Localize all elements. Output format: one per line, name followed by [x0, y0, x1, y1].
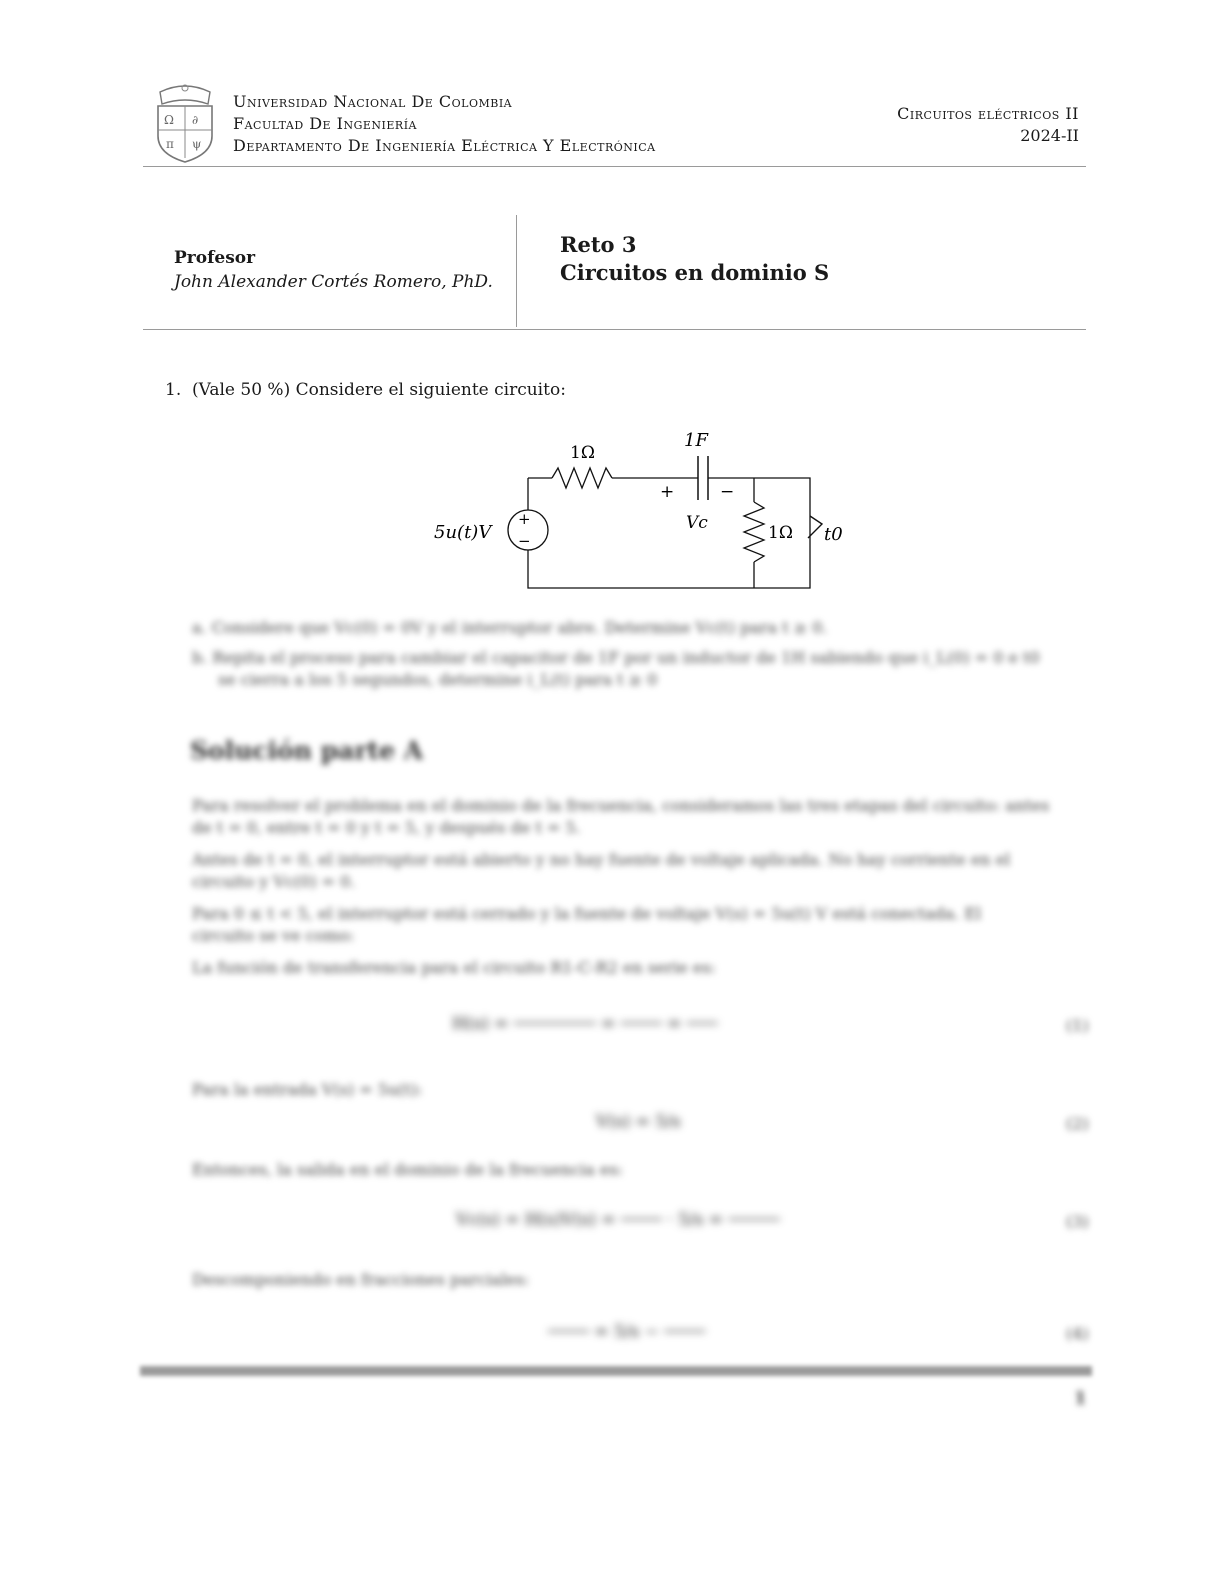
capacitor-plus: +	[660, 482, 675, 502]
switch-label: t0	[824, 524, 843, 545]
paragraph-6: Entonces, la salida en el dominio de la frecuencia es:	[192, 1160, 623, 1179]
equation-3: Vc(s) = H(s)V(s) = ──── · 5/s = ─────	[456, 1210, 780, 1230]
paragraph-1: Para resolver el problema en el dominio de la frecuencia, consideramos las tres etapas del circuito: antes	[192, 796, 1050, 815]
equation-4-number: (4)	[1066, 1324, 1089, 1343]
circuit-diagram	[420, 420, 860, 600]
problem-number: 1.	[165, 380, 182, 400]
paragraph-3-continued: circuito se ve como:	[192, 926, 355, 945]
professor-name: John Alexander Cortés Romero, PhD.	[174, 272, 493, 292]
equation-4: ──── = 5/s − ────	[548, 1322, 706, 1342]
university-name: Universidad Nacional De Colombia	[233, 92, 513, 111]
paragraph-2-continued: circuito y Vc(0) = 0.	[192, 872, 356, 891]
svg-text:ψ: ψ	[192, 137, 202, 151]
solution-heading: Solución parte A	[190, 736, 424, 765]
svg-text:Ω: Ω	[164, 113, 174, 127]
resistor-1	[552, 468, 612, 488]
page-number: 1	[1074, 1388, 1087, 1409]
resistor-1-label: 1Ω	[570, 443, 595, 463]
seal-icon	[150, 80, 220, 164]
equation-1: H(s) = ──────── = ──── = ───	[452, 1014, 718, 1034]
info-vertical-divider	[516, 215, 517, 327]
item-b: b. Repita el proceso para cambiar el capacitor de 1F por un inductor de 1H sabiendo que i_L(0) = 0 e t0	[192, 648, 1040, 667]
paragraph-5: Para la entrada V(s) = 5u(t):	[192, 1080, 423, 1099]
equation-2-number: (2)	[1066, 1114, 1089, 1133]
item-a: a. Considere que Vc(0) = 0V y el interruptor abre. Determine Vc(t) para t ≥ 0.	[192, 618, 828, 637]
challenge-subtitle: Circuitos en dominio S	[560, 260, 830, 285]
svg-text:∂: ∂	[192, 113, 199, 127]
paragraph-4: La función de transferencia para el circuito R1-C-R2 en serie es:	[192, 958, 716, 977]
source-label: 5u(t)V	[434, 522, 492, 543]
course-name: Circuitos eléctricos II	[897, 104, 1079, 123]
challenge-title: Reto 3	[560, 232, 637, 257]
capacitor-minus: −	[720, 482, 735, 502]
svg-text:π: π	[166, 137, 174, 151]
paragraph-7: Descomponiendo en fracciones parciales:	[192, 1270, 530, 1289]
resistor-2	[744, 502, 764, 562]
footer-rule	[140, 1366, 1092, 1376]
professor-label: Profesor	[174, 248, 256, 268]
problem-statement: (Vale 50 %) Considere el siguiente circuito:	[192, 380, 566, 400]
equation-3-number: (3)	[1066, 1212, 1089, 1231]
university-seal	[150, 80, 220, 164]
resistor-2-label: 1Ω	[768, 523, 793, 543]
paragraph-2: Antes de t = 0, el interruptor está abierto y no hay fuente de voltaje aplicada. No hay corriente en el	[192, 850, 1011, 869]
source-minus: −	[518, 532, 531, 550]
capacitor-label: 1F	[684, 430, 708, 451]
source-plus: +	[518, 510, 531, 528]
equation-1-number: (1)	[1066, 1016, 1089, 1035]
term: 2024-II	[1020, 126, 1079, 145]
paragraph-3: Para 0 ≤ t < 5, el interruptor está cerrado y la fuente de voltaje V(s) = 5u(t) V está conectada. El	[192, 904, 982, 923]
header-divider	[143, 166, 1086, 167]
department-name: Departamento De Ingeniería Eléctrica Y Electrónica	[233, 136, 656, 155]
paragraph-1-continued: de t = 0, entre t = 0 y t = 5, y después de t = 5.	[192, 818, 581, 837]
faculty-name: Facultad De Ingeniería	[233, 114, 418, 133]
info-divider	[143, 329, 1086, 330]
item-b-continued: se cierra a los 5 segundos, determine i_L(t) para t ≥ 0	[218, 670, 658, 689]
vc-label: Vc	[686, 513, 708, 533]
equation-2: V(s) = 5/s	[596, 1112, 681, 1132]
